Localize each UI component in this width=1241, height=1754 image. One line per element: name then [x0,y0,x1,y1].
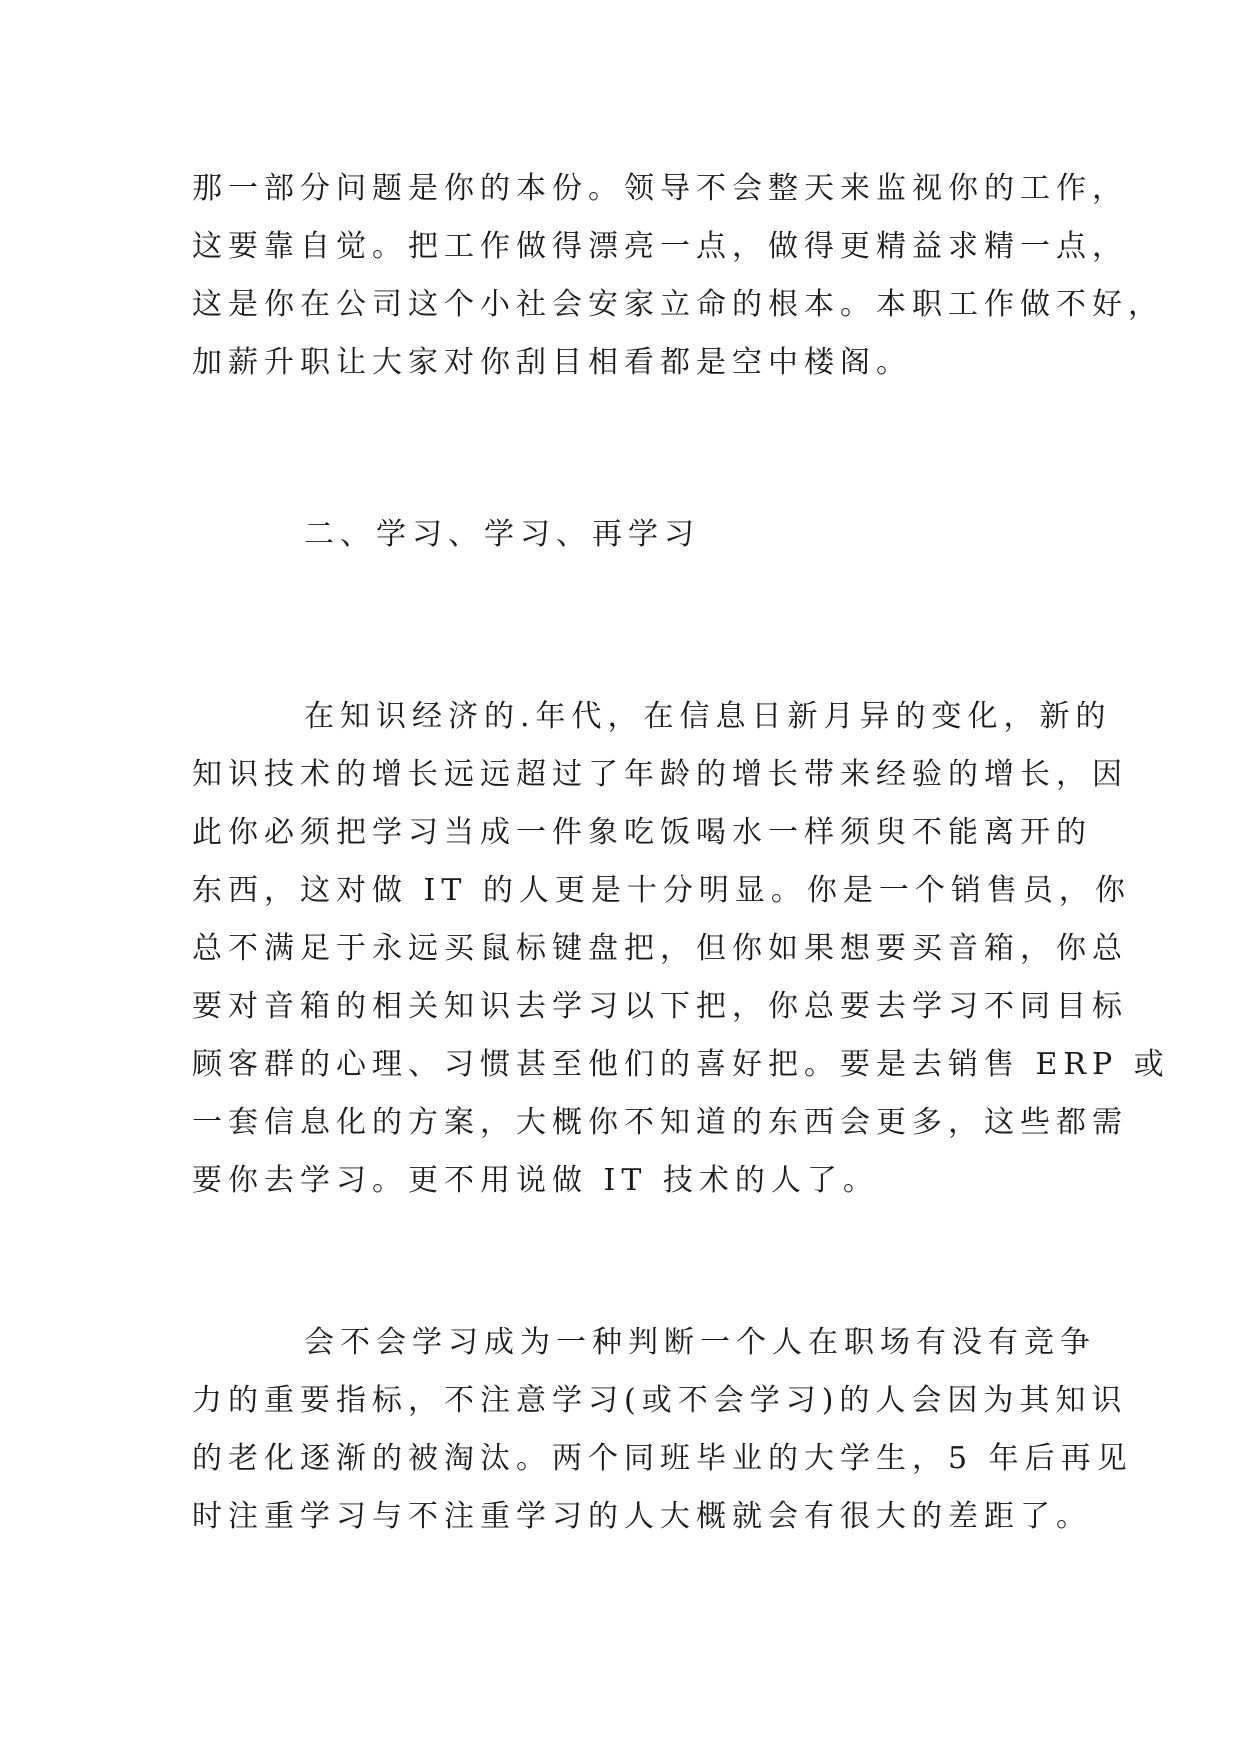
paragraph-1 [192,160,1164,392]
paragraph-line: 东西，这对做 IT 的人更是十分明显。你是一个销售员，你 [192,873,1131,908]
section-heading-text: 二、学习、学习、再学习 [304,517,700,552]
paragraph-line: 知识技术的增长远远超过了年龄的增长带来经验的增长，因 [192,757,1128,792]
paragraph-line: 的老化逐渐的被淘汰。两个同班毕业的大学生，5 年后再见 [192,1441,1133,1476]
paragraph-line: 会不会学习成为一种判断一个人在职场有没有竞争 [304,1325,1096,1360]
paragraph-line: 一套信息化的方案，大概你不知道的东西会更多，这些都需 [192,1105,1128,1140]
paragraph-line: 要对音箱的相关知识去学习以下把，你总要去学习不同目标 [192,989,1128,1024]
paragraph-line: 要你去学习。更不用说做 IT 技术的人了。 [192,1163,879,1198]
paragraph-line: 那一部分问题是你的本份。领导不会整天来监视你的工作， [192,171,1128,206]
paragraph-3 [192,1314,1133,1546]
paragraph-line: 加薪升职让大家对你刮目相看都是空中楼阁。 [192,345,912,380]
paragraph-line: 时注重学习与不注重学习的人大概就会有很大的差距了。 [192,1499,1092,1534]
paragraph-line: 这要靠自觉。把工作做得漂亮一点，做得更精益求精一点， [192,229,1128,264]
paragraph-line: 顾客群的心理、习惯甚至他们的喜好把。要是去销售 ERP 或 [192,1047,1170,1082]
paragraph-line: 这是你在公司这个小社会安家立命的根本。本职工作做不好， [192,287,1164,322]
paragraph-line: 力的重要指标，不注意学习(或不会学习)的人会因为其知识 [192,1383,1128,1418]
paragraph-line: 总不满足于永远买鼠标键盘把，但你如果想要买音箱，你总 [192,931,1128,966]
section-heading [192,506,1092,564]
paragraph-2 [192,688,1170,1210]
paragraph-line: 此你必须把学习当成一件象吃饭喝水一样须臾不能离开的 [192,815,1092,850]
paragraph-line: 在知识经济的.年代，在信息日新月异的变化，新的 [304,699,1112,734]
